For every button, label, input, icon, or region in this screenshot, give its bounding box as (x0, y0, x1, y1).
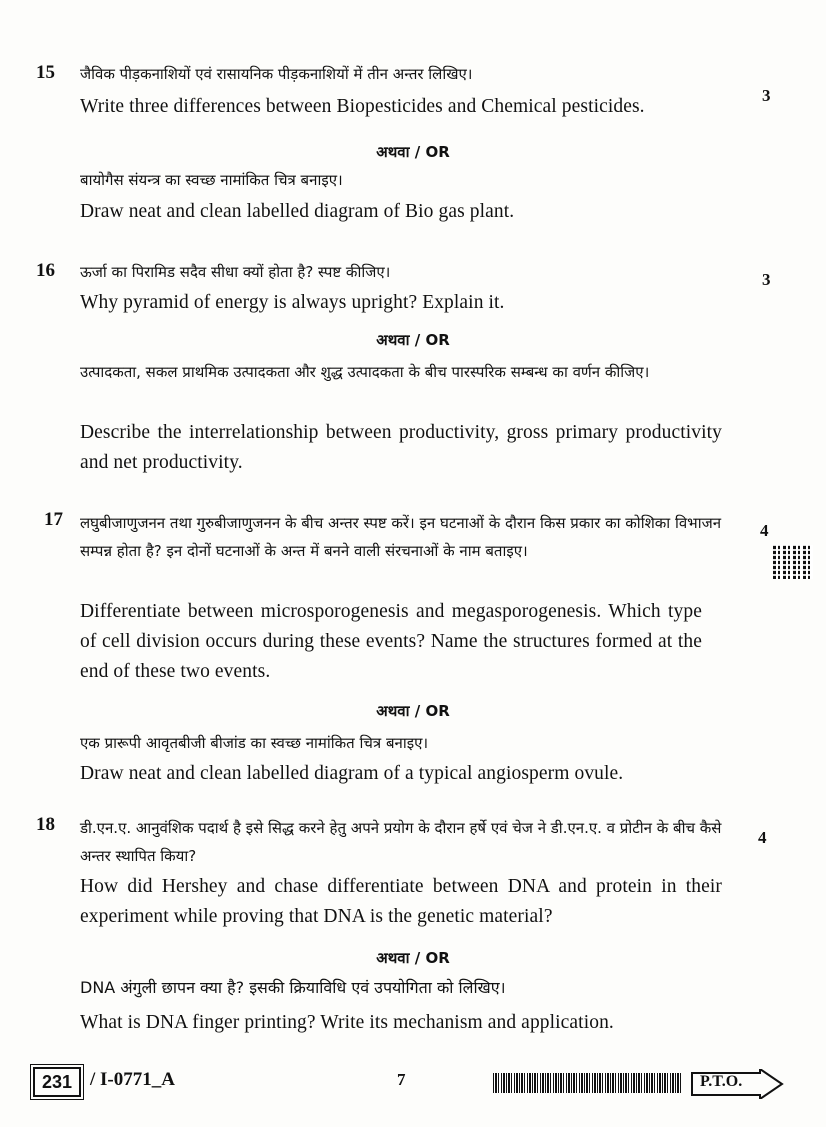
question-number: 18 (36, 814, 55, 835)
alternative-text-hindi: DNA अंगुली छापन क्या है? इसकी क्रियाविधि एवं उपयोगिता को लिखिए। (80, 978, 506, 997)
or-separator: अथवा / OR (376, 143, 450, 161)
paper-code: / I-0771_A (90, 1069, 175, 1090)
question-text-english: How did Hershey and chase differentiate between DNA and protein in their experiment while proving that DNA is the genetic material? (80, 876, 722, 927)
question-text-hindi: ऊर्जा का पिरामिड सदैव सीधा क्यों होता है? स्पष्ट कीजिए। (80, 263, 391, 281)
alternative-text-english: Describe the interrelationship between productivity, gross primary productivity and net productivity. (80, 422, 722, 473)
or-separator: अथवा / OR (376, 949, 450, 967)
or-separator: अथवा / OR (376, 331, 450, 349)
question-text-english: Differentiate between microsporogenesis and megasporogenesis. Which type of cell division occurs during these events? Name the structures formed at the end of these two events. (80, 601, 702, 682)
question-number: 15 (36, 62, 55, 83)
question-number: 17 (44, 509, 63, 530)
or-separator: अथवा / OR (376, 702, 450, 720)
question-text-english: Why pyramid of energy is always upright? Explain it. (80, 292, 505, 313)
question-marks: 4 (758, 828, 767, 847)
alternative-text-hindi: बायोगैस संयन्त्र का स्वच्छ नामांकित चित्र बनाइए। (80, 171, 343, 189)
alternative-text-english: What is DNA finger printing? Write its mechanism and application. (80, 1012, 614, 1033)
question-marks: 3 (762, 270, 771, 289)
question-text-hindi: डी.एन.ए. आनुवंशिक पदार्थ है इसे सिद्ध करने हेतु अपने प्रयोग के दौरान हर्षे एवं चेज ने डी.एन.ए. व प्रोटीन के बीच कैसे अन्तर स्थापित किया? (80, 819, 722, 865)
question-number: 16 (36, 260, 55, 281)
question-text-english: Write three differences between Biopesticides and Chemical pesticides. (80, 96, 645, 117)
question-marks: 3 (762, 86, 771, 105)
page-number: 7 (397, 1070, 406, 1089)
page-footer (0, 1067, 826, 1107)
alternative-text-english: Draw neat and clean labelled diagram of a typical angiosperm ovule. (80, 763, 624, 784)
paper-set-code: 231 (33, 1067, 81, 1097)
question-marks: 4 (760, 521, 769, 540)
pto-label: P.T.O. (700, 1073, 743, 1090)
question-text-hindi: जैविक पीड़कनाशियों एवं रासायनिक पीड़कनाशियों में तीन अन्तर लिखिए। (80, 65, 473, 83)
alternative-text-hindi: उत्पादकता, सकल प्राथमिक उत्पादकता और शुद्ध उत्पादकता के बीच पारस्परिक सम्बन्ध का वर्णन कीजिए। (80, 363, 650, 381)
qr-code (773, 545, 813, 579)
alternative-text-english: Draw neat and clean labelled diagram of Bio gas plant. (80, 201, 515, 222)
barcode (493, 1073, 681, 1093)
question-text-hindi: लघुबीजाणुजनन तथा गुरुबीजाणुजनन के बीच अन्तर स्पष्ट करें। इन घटनाओं के दौरान किस प्रकार का कोशिका विभाजन सम्पन्न होता है? इन दोनों घटनाओं के अन्त में बनने वाली संरचनाओं के नाम बताइए। (80, 514, 722, 560)
alternative-text-hindi: एक प्रारूपी आवृतबीजी बीजांड का स्वच्छ नामांकित चित्र बनाइए। (80, 734, 429, 752)
